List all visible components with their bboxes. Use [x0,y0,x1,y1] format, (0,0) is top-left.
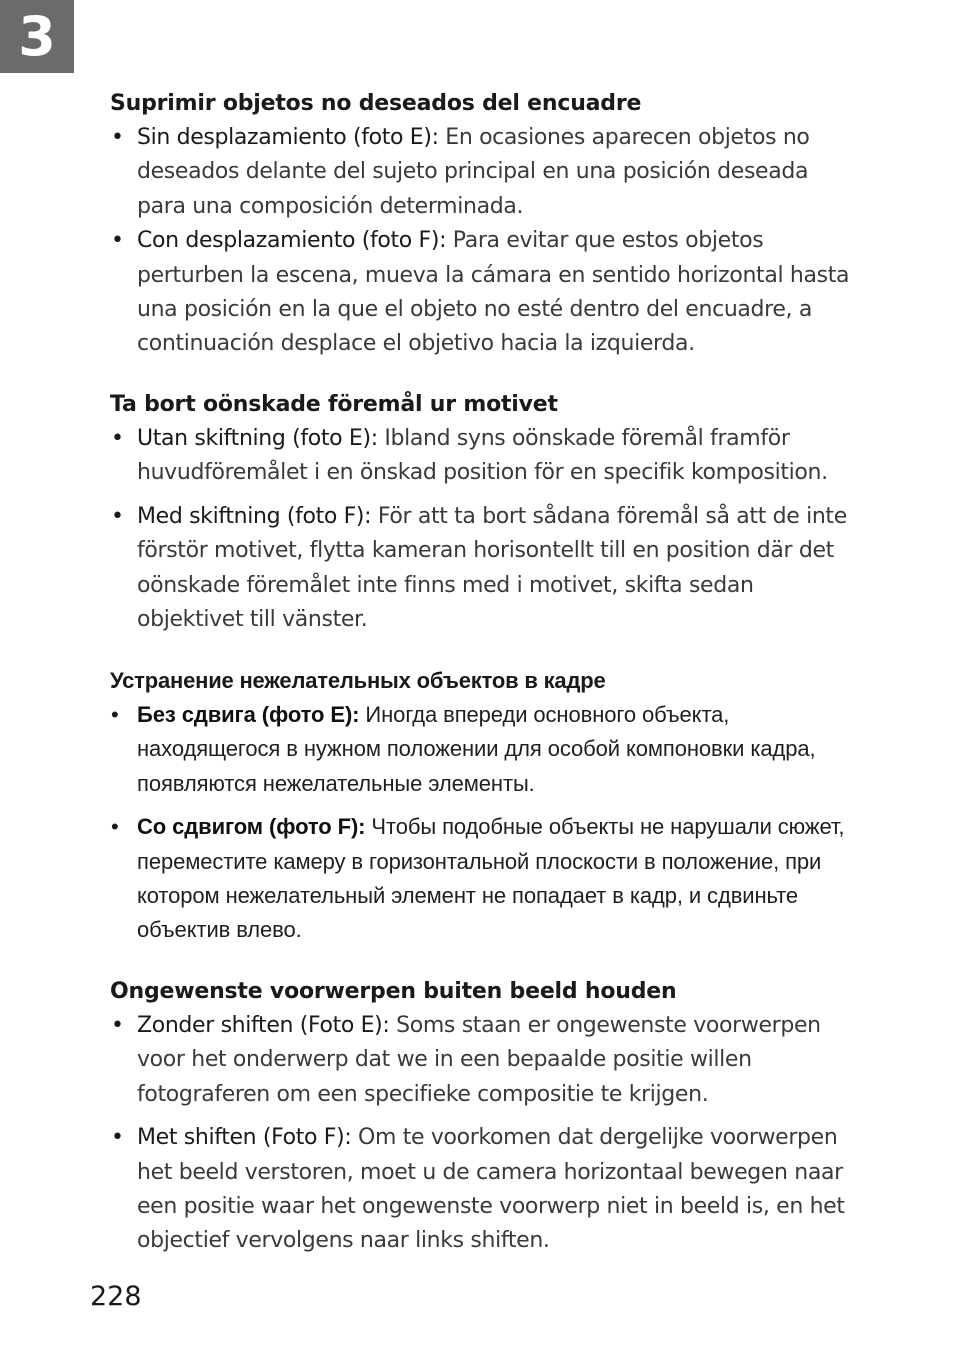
chapter-tab: 3 [0,0,74,73]
list-item [110,121,850,224]
item-lead: Zonder shiften (Foto E): [137,1013,390,1038]
section-spanish [110,87,850,362]
list-item [110,422,850,491]
list-item [110,1121,850,1259]
item-text: Om te voorkomen dat dergelijke voorwerpen het beeld verstoren, moet u de camera horizontaal bewegen naar een positie waar het ongewenste voorwerp niet in beeld is, en het objectief vervolgens naar links shiften. [137,1125,845,1254]
list-item [110,500,850,638]
item-text: Soms staan er ongewenste voorwerpen voor het onderwerp dat we in een bepaalde positie willen fotograferen om een specifieke compositie te krijgen. [137,1013,821,1107]
list-item [110,1009,850,1112]
list-item [110,698,850,801]
section-heading: Ta bort oönskade föremål ur motivet [110,392,558,417]
item-lead: Со сдвигом (фото F): [137,814,366,840]
list-item [110,810,850,948]
item-text: Чтобы подобные объекты не нарушали сюжет, переместите камеру в горизонтальной плоскости в положение, при котором нежелательный элемент не попадает в кадр, и сдвиньте объектив влево. [137,814,845,943]
bullet-list [110,422,850,637]
item-lead: Con desplazamiento (foto F): [137,228,447,254]
item-lead: Met shiften (Foto F): [137,1125,352,1151]
section-russian [110,664,850,948]
item-lead: Sin desplazamiento (foto E): [137,125,439,150]
section-heading: Suprimir objetos no deseados del encuadre [110,91,642,116]
item-text: Ibland syns oönskade föremål framför huvudföremålet i en önskad position för en specifik komposition. [137,426,828,486]
section-swedish [110,388,850,637]
item-text: En ocasiones aparecen objetos no deseados delante del sujeto principal en una posición deseada para una composición determinada. [137,125,810,219]
page-number: 228 [90,1281,142,1312]
item-text: Para evitar que estos objetos perturben la escena, mueva la cámara en sentido horizontal hasta una posición en la que el objeto no esté dentro del encuadre, a continuación desplace el objetivo hacia la izquierda. [137,228,850,357]
section-heading: Устранение нежелательных объектов в кадре [110,668,606,693]
item-text: Иногда впереди основного объекта, находящегося в нужном положении для особой компоновки кадра, появляются нежелательные элементы. [137,702,816,796]
item-lead: Med skiftning (foto F): [137,503,372,529]
list-item [110,224,850,362]
item-text: För att ta bort sådana föremål så att de inte förstör motivet, flytta kameran horisontellt till en position där det oönskade föremålet inte finns med i motivet, skifta sedan objektivet till vänster. [137,503,847,633]
item-lead: Utan skiftning (foto E): [137,426,378,451]
section-dutch [110,975,850,1259]
bullet-list [110,698,850,948]
section-heading: Ongewenste voorwerpen buiten beeld houden [110,979,677,1004]
bullet-list [110,1009,850,1259]
bullet-list [110,121,850,362]
item-lead: Без сдвига (фото E): [137,702,360,727]
